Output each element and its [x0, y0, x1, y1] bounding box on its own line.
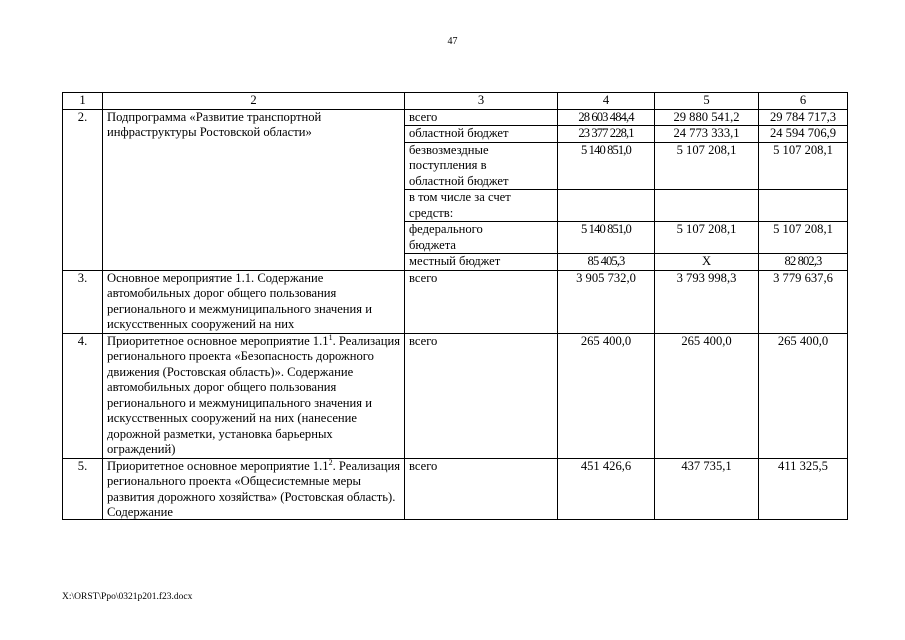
funding-source	[405, 458, 558, 519]
row-title: Основное мероприятие 1.1. Содержание автомобильных дорог общего пользования регионального и межмуниципального значения и искусственных сооружений на них	[103, 270, 405, 333]
amount-cell	[558, 458, 655, 519]
amount-cell	[558, 190, 655, 222]
column-header: 6	[759, 93, 848, 110]
column-header: 1	[63, 93, 103, 110]
superscript: 2	[328, 458, 333, 467]
row-number: 3.	[63, 270, 103, 333]
table-row	[63, 270, 848, 333]
row-number	[63, 458, 103, 519]
funding-source: федерального бюджета	[405, 222, 558, 254]
row-number: 4.	[63, 333, 103, 458]
amount-cell: 28 603 484,4	[558, 109, 655, 126]
row-title-text: Приоритетное основное мероприятие 1.1	[107, 458, 329, 473]
amount-cell: 3 779 637,6	[759, 270, 848, 333]
funding-source-text: всего	[409, 458, 438, 473]
table-row	[63, 458, 848, 519]
amount-cell	[759, 190, 848, 222]
funding-source: местный бюджет	[405, 254, 558, 271]
amount-cell	[655, 458, 759, 519]
superscript: 1	[328, 332, 333, 342]
amount-cell: 29 880 541,2	[655, 109, 759, 126]
amount-cell: 29 784 717,3	[759, 109, 848, 126]
amount-cell: 5 107 208,1	[759, 142, 848, 190]
table-header-row	[63, 93, 848, 110]
amount-text: 451 426,6	[580, 458, 632, 473]
amount-cell: 3 905 732,0	[558, 270, 655, 333]
amount-cell: 23 377 228,1	[558, 126, 655, 143]
column-header: 4	[558, 93, 655, 110]
row-number-text: 5.	[77, 458, 88, 473]
funding-source: областной бюджет	[405, 126, 558, 143]
row-title-text: Приоритетное основное мероприятие 1.1	[107, 333, 329, 348]
funding-source: всего	[405, 109, 558, 126]
table-row	[63, 333, 848, 458]
amount-cell: 5 140 851,0	[558, 142, 655, 190]
column-header: 2	[103, 93, 405, 110]
funding-source: всего	[405, 333, 558, 458]
amount-cell: 5 107 208,1	[655, 222, 759, 254]
funding-source: безвозмездные поступления в областной бюджет	[405, 142, 558, 190]
row-title-text: . Реализация регионального проекта «Общесистемные меры развития дорожного хозяйства» (Ростовская область). Содержание	[107, 458, 400, 519]
row-title	[103, 458, 405, 519]
amount-cell: 24 594 706,9	[759, 126, 848, 143]
budget-table	[62, 92, 848, 520]
amount-cell: 5 140 851,0	[558, 222, 655, 254]
row-title	[103, 333, 405, 458]
column-header: 5	[655, 93, 759, 110]
row-title: Подпрограмма «Развитие транспортной инфраструктуры Ростовской области»	[103, 109, 405, 270]
amount-cell: 265 400,0	[759, 333, 848, 458]
amount-cell: 82 802,3	[759, 254, 848, 271]
table-row	[63, 109, 848, 126]
funding-source: всего	[405, 270, 558, 333]
amount-text: 437 735,1	[681, 458, 732, 473]
amount-cell	[655, 190, 759, 222]
column-header: 3	[405, 93, 558, 110]
amount-cell: X	[655, 254, 759, 271]
row-number: 2.	[63, 109, 103, 270]
amount-cell: 5 107 208,1	[655, 142, 759, 190]
page-number: 47	[447, 36, 458, 47]
amount-cell: 3 793 998,3	[655, 270, 759, 333]
amount-text: 411 325,5	[778, 458, 828, 473]
row-title-clip	[107, 459, 400, 519]
amount-cell: 265 400,0	[558, 333, 655, 458]
amount-cell: 24 773 333,1	[655, 126, 759, 143]
funding-source: в том числе за счет средств:	[405, 190, 558, 222]
row-title-text: . Реализация регионального проекта «Безопасность дорожного движения (Ростовская область)». Содержание автомобильных дорог общего пользования регионального и межмуниципального значения и искусственных сооружений на них (нанесение дорожной разметки, установка барьерных ограждений)	[107, 333, 401, 456]
amount-cell: 265 400,0	[655, 333, 759, 458]
document-path-footer: X:\ORST\Ppo\0321p201.f23.docx	[62, 592, 193, 602]
amount-cell: 5 107 208,1	[759, 222, 848, 254]
amount-cell	[759, 458, 848, 519]
amount-cell: 85 405,3	[558, 254, 655, 271]
